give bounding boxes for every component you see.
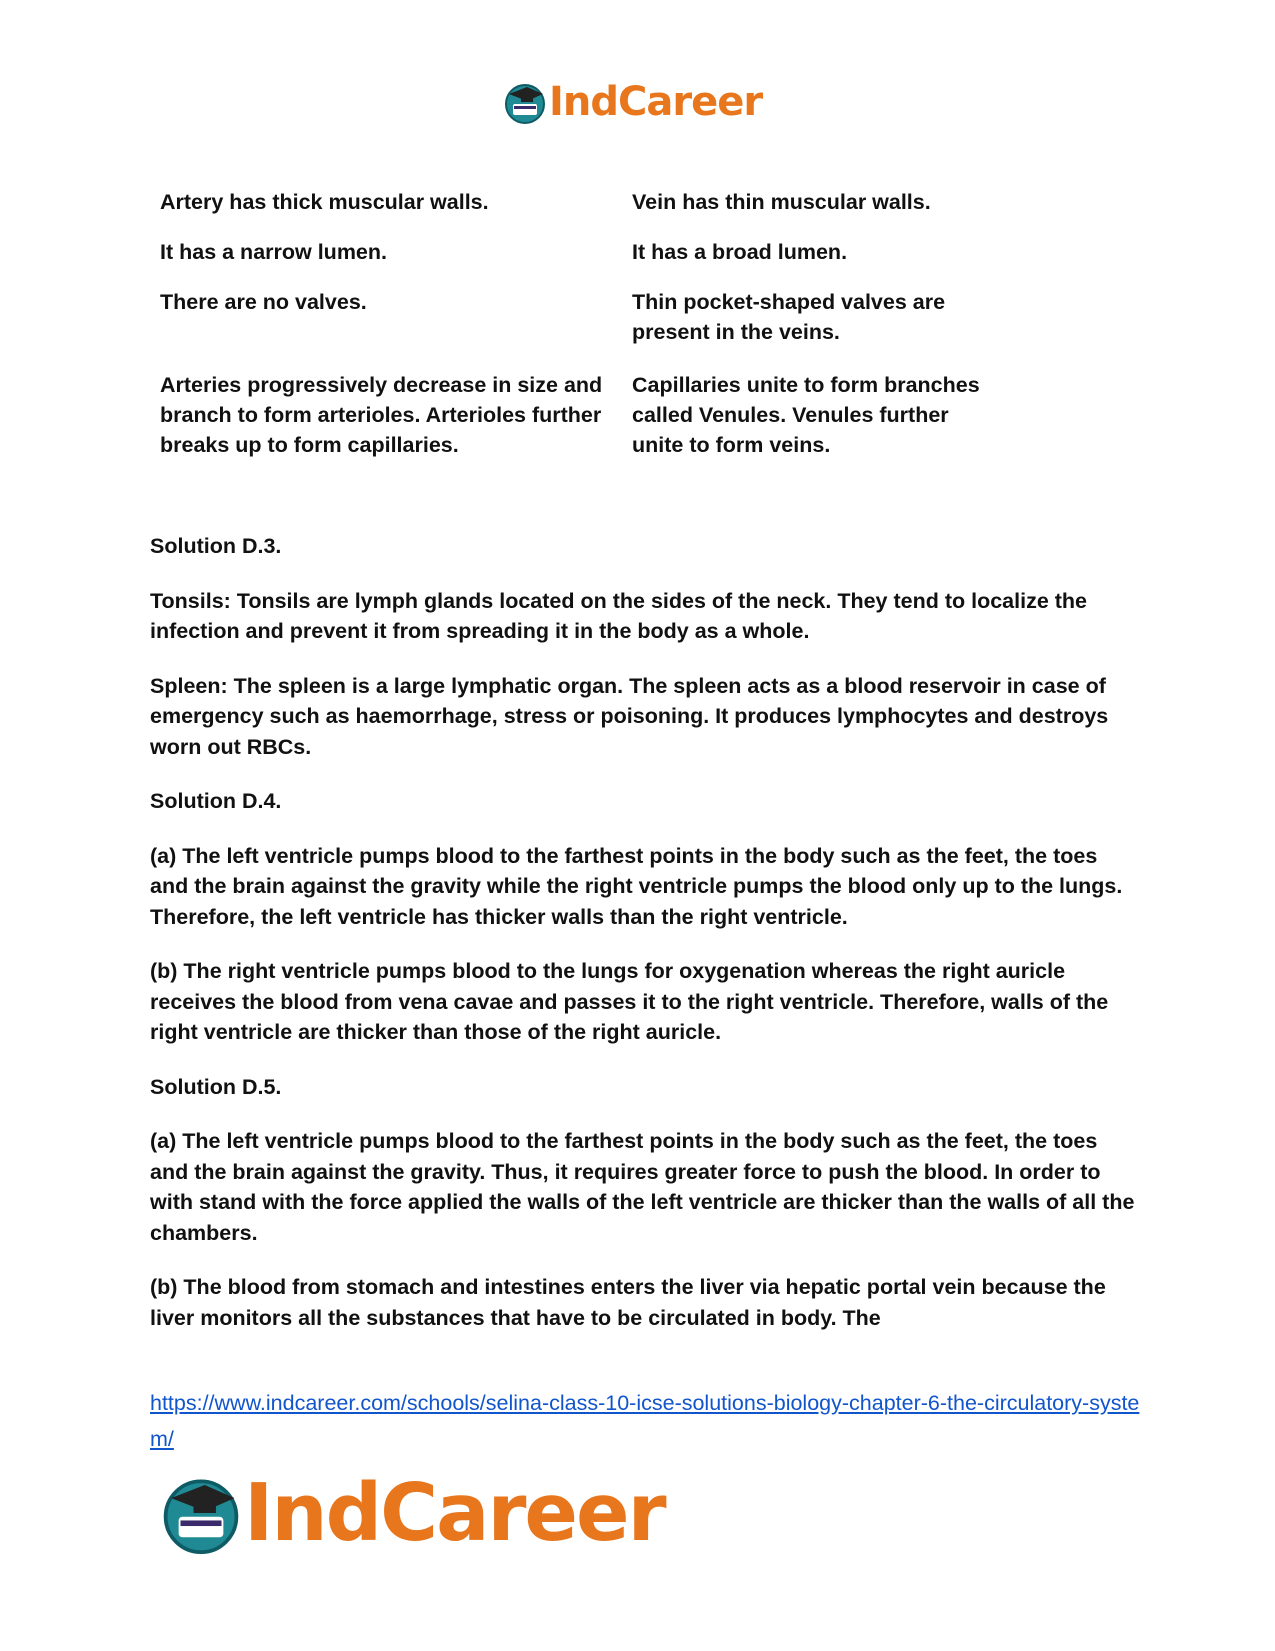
graduation-globe-icon [160, 1472, 242, 1554]
logo-text: IndCareer [549, 79, 763, 125]
source-url-link[interactable]: https://www.indcareer.com/schools/selina-class-10-icse-solutions-biology-chapter-6-the-circulatory-system/ [150, 1391, 1140, 1451]
artery-cell: There are no valves. [160, 290, 367, 314]
comparison-row [160, 187, 1000, 217]
comparison-row [160, 237, 1000, 267]
comparison-row [160, 370, 1000, 460]
solution-content [150, 531, 1140, 1357]
vein-cell: Vein has thin muscular walls. [632, 190, 931, 214]
vein-cell: Thin pocket-shaped valves are present in the veins. [632, 290, 946, 344]
section-heading: Solution D.4. [150, 789, 282, 813]
artery-cell: Artery has thick muscular walls. [160, 190, 489, 214]
paragraph: (a) The left ventricle pumps blood to the farthest points in the body such as the feet, the toes and the brain against the gravity while the right ventricle pumps the blood only up to the lungs. Therefore, the left ventricle has thicker walls than the right ventricle. [150, 843, 1123, 929]
vein-cell: Capillaries unite to form branches called Venules. Venules further unite to form veins. [632, 373, 980, 457]
artery-vein-comparison [160, 187, 1000, 460]
comparison-row [160, 287, 1000, 347]
paragraph: (b) The blood from stomach and intestines enters the liver via hepatic portal vein because the liver monitors all the substances that have to be circulated in body. The [150, 1275, 1106, 1330]
header-logo [503, 78, 762, 126]
vein-cell: It has a broad lumen. [632, 240, 848, 264]
section-heading: Solution D.5. [150, 1074, 282, 1099]
paragraph: Tonsils: Tonsils are lymph glands located on the sides of the neck. They tend to localize the infection and prevent it from spreading it in the body as a whole. [150, 588, 1088, 643]
section-heading: Solution D.3. [150, 534, 282, 558]
artery-cell: Arteries progressively decrease in size and branch to form arterioles. Arterioles further breaks up to form capillaries. [160, 373, 603, 457]
paragraph: Spleen: The spleen is a large lymphatic organ. The spleen acts as a blood reservoir in case of emergency such as haemorrhage, stress or poisoning. It produces lymphocytes and destroys worn out RBCs. [150, 673, 1109, 759]
paragraph: (b) The right ventricle pumps blood to the lungs for oxygenation whereas the right auricle receives the blood from vena cavae and passes it to the right ventricle. Therefore, walls of the right ventricle are thicker than those of the right auricle. [150, 959, 1109, 1044]
graduation-globe-icon [503, 80, 547, 124]
footer-logo [160, 1468, 665, 1558]
logo-text: IndCareer [244, 1467, 665, 1559]
paragraph: (a) The left ventricle pumps blood to the farthest points in the body such as the feet, the toes and the brain against the gravity. Thus, it requires greater force to push the blood. In order to with stand with the force applied the walls of the left ventricle are thicker than the walls of all the chambers. [150, 1129, 1135, 1245]
artery-cell: It has a narrow lumen. [160, 240, 387, 264]
